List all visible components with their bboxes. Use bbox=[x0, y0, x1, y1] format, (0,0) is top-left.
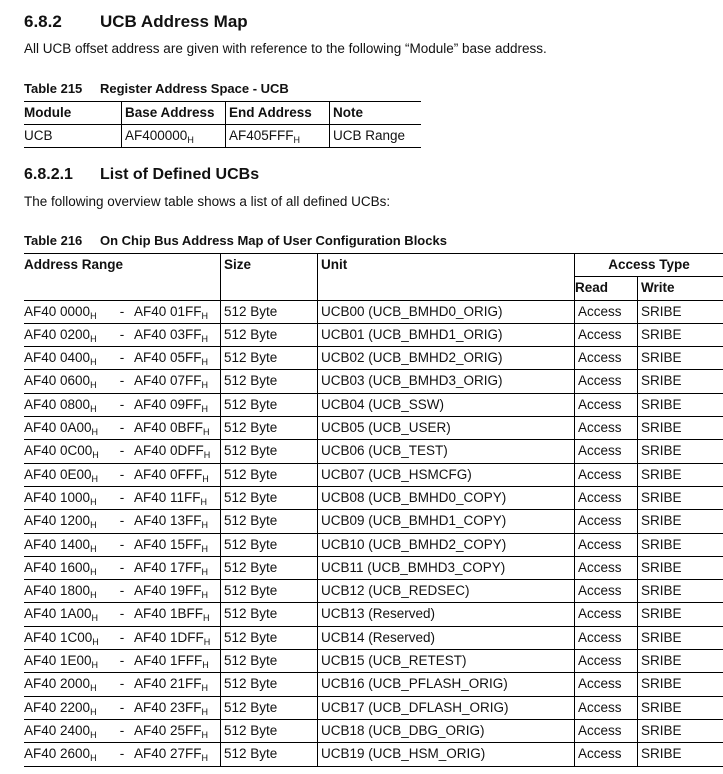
header-module: Module bbox=[24, 105, 72, 120]
note-cell: UCB Range bbox=[330, 125, 422, 148]
unit-cell: UCB14 (Reserved) bbox=[318, 626, 575, 649]
size-cell: 512 Byte bbox=[221, 440, 318, 463]
size-cell: 512 Byte bbox=[221, 393, 318, 416]
section-intro: All UCB offset address are given with reference to the following “Module” base address. bbox=[24, 41, 547, 56]
read-cell: Access bbox=[575, 650, 638, 673]
unit-cell: UCB18 (UCB_DBG_ORIG) bbox=[318, 719, 575, 742]
address-range-cell: AF40 $1600_H - AF40$ $17FF_H$ bbox=[24, 559, 209, 577]
read-cell: Access bbox=[575, 696, 638, 719]
size-cell: 512 Byte bbox=[221, 533, 318, 556]
read-cell: Access bbox=[575, 323, 638, 346]
address-range-cell: AF40 $1800_H - AF40$ $19FF_H$ bbox=[24, 583, 209, 601]
address-range-cell: AF40 $0800_H - AF40$ $09FF_H$ bbox=[24, 396, 209, 414]
end-address-cell: $AF405FFF_H$ bbox=[226, 125, 330, 148]
write-cell: SRIBE bbox=[638, 556, 723, 579]
unit-cell: UCB08 (UCB_BMHD0_COPY) bbox=[318, 486, 575, 509]
base-address-cell: $AF400000_H$ bbox=[122, 125, 226, 148]
address-range-cell: AF40 $1400_H - AF40$ $15FF_H$ bbox=[24, 536, 209, 554]
unit-cell: UCB11 (UCB_BMHD3_COPY) bbox=[318, 556, 575, 579]
write-cell: SRIBE bbox=[638, 463, 723, 486]
register-address-space-table bbox=[24, 101, 421, 148]
section-heading: 6.8.2 UCB Address Map bbox=[24, 12, 248, 31]
write-cell: SRIBE bbox=[638, 743, 723, 766]
size-cell: 512 Byte bbox=[221, 580, 318, 603]
header-address-range: Address Range bbox=[24, 257, 124, 272]
unit-cell: UCB04 (UCB_SSW) bbox=[318, 393, 575, 416]
table-row bbox=[24, 650, 723, 673]
unit-cell: UCB06 (UCB_TEST) bbox=[318, 440, 575, 463]
read-cell: Access bbox=[575, 347, 638, 370]
write-cell: SRIBE bbox=[638, 300, 723, 323]
read-cell: Access bbox=[575, 463, 638, 486]
size-cell: 512 Byte bbox=[221, 347, 318, 370]
read-cell: Access bbox=[575, 486, 638, 509]
write-cell: SRIBE bbox=[638, 393, 723, 416]
size-cell: 512 Byte bbox=[221, 673, 318, 696]
table-row bbox=[24, 463, 723, 486]
table-row bbox=[24, 626, 723, 649]
read-cell: Access bbox=[575, 603, 638, 626]
address-range-cell: AF40 $0600_H - AF40$ $07FF_H$ bbox=[24, 373, 209, 391]
write-cell: SRIBE bbox=[638, 440, 723, 463]
table-row bbox=[24, 673, 723, 696]
size-cell: 512 Byte bbox=[221, 300, 318, 323]
header-size: Size bbox=[221, 254, 318, 301]
read-cell: Access bbox=[575, 556, 638, 579]
address-range-cell: AF40 $0400_H - AF40$ $05FF_H$ bbox=[24, 350, 209, 368]
size-cell: 512 Byte bbox=[221, 603, 318, 626]
size-cell: 512 Byte bbox=[221, 370, 318, 393]
subsection-intro: The following overview table shows a list of all defined UCBs: bbox=[24, 194, 391, 209]
write-cell: SRIBE bbox=[638, 486, 723, 509]
read-cell: Access bbox=[575, 370, 638, 393]
header-note: Note bbox=[330, 102, 422, 125]
address-range-cell: AF40 $1A00_H - AF40$ $1BFF_H$ bbox=[24, 606, 210, 624]
unit-cell: UCB15 (UCB_RETEST) bbox=[318, 650, 575, 673]
address-range-cell: AF40 $0200_H - AF40$ $03FF_H$ bbox=[24, 326, 209, 344]
address-range-cell: AF40 $1200_H - AF40$ $13FF_H$ bbox=[24, 513, 209, 531]
table-216-caption: Table 216 On Chip Bus Address Map of User Configuration Blocks bbox=[24, 233, 447, 248]
read-cell: Access bbox=[575, 300, 638, 323]
table-row bbox=[24, 125, 421, 148]
size-cell: 512 Byte bbox=[221, 417, 318, 440]
table-row bbox=[24, 370, 723, 393]
address-range-cell: AF40 $0000_H - AF40$ $01FF_H$ bbox=[24, 303, 209, 321]
unit-cell: UCB12 (UCB_REDSEC) bbox=[318, 580, 575, 603]
address-range-cell: AF40 $2200_H - AF40$ $23FF_H$ bbox=[24, 699, 209, 717]
table-row bbox=[24, 486, 723, 509]
write-cell: SRIBE bbox=[638, 626, 723, 649]
read-cell: Access bbox=[575, 417, 638, 440]
unit-cell: UCB16 (UCB_PFLASH_ORIG) bbox=[318, 673, 575, 696]
size-cell: 512 Byte bbox=[221, 743, 318, 766]
unit-cell: UCB13 (Reserved) bbox=[318, 603, 575, 626]
unit-cell: UCB17 (UCB_DFLASH_ORIG) bbox=[318, 696, 575, 719]
address-range-cell: AF40 $0C00_H - AF40$ $0DFF_H$ bbox=[24, 443, 211, 461]
read-cell: Access bbox=[575, 673, 638, 696]
table-row bbox=[24, 719, 723, 742]
table-header-row bbox=[24, 102, 421, 125]
header-end-address: End Address bbox=[226, 102, 330, 125]
table-row bbox=[24, 533, 723, 556]
read-cell: Access bbox=[575, 580, 638, 603]
read-cell: Access bbox=[575, 510, 638, 533]
unit-cell: UCB05 (UCB_USER) bbox=[318, 417, 575, 440]
table-215-caption: Table 215 Register Address Space - UCB bbox=[24, 81, 289, 96]
unit-cell: UCB02 (UCB_BMHD2_ORIG) bbox=[318, 347, 575, 370]
unit-cell: UCB09 (UCB_BMHD1_COPY) bbox=[318, 510, 575, 533]
unit-cell: UCB03 (UCB_BMHD3_ORIG) bbox=[318, 370, 575, 393]
table-row bbox=[24, 347, 723, 370]
header-unit: Unit bbox=[318, 254, 575, 301]
address-range-cell: AF40 $1E00_H - AF40$ $1FFF_H$ bbox=[24, 653, 209, 671]
size-cell: 512 Byte bbox=[221, 510, 318, 533]
size-cell: 512 Byte bbox=[221, 626, 318, 649]
table-row bbox=[24, 440, 723, 463]
unit-cell: UCB07 (UCB_HSMCFG) bbox=[318, 463, 575, 486]
address-range-cell: AF40 $0A00_H - AF40$ $0BFF_H$ bbox=[24, 420, 210, 438]
table-row bbox=[24, 580, 723, 603]
size-cell: 512 Byte bbox=[221, 696, 318, 719]
write-cell: SRIBE bbox=[638, 510, 723, 533]
table-row bbox=[24, 323, 723, 346]
read-cell: Access bbox=[575, 533, 638, 556]
table-row bbox=[24, 556, 723, 579]
header-write: Write bbox=[638, 277, 723, 300]
module-cell: UCB bbox=[24, 128, 53, 143]
table-row bbox=[24, 417, 723, 440]
write-cell: SRIBE bbox=[638, 417, 723, 440]
unit-cell: UCB10 (UCB_BMHD2_COPY) bbox=[318, 533, 575, 556]
ucb-address-map-table bbox=[24, 253, 723, 767]
table-row bbox=[24, 300, 723, 323]
table-row bbox=[24, 510, 723, 533]
read-cell: Access bbox=[575, 393, 638, 416]
address-range-cell: AF40 $2000_H - AF40$ $21FF_H$ bbox=[24, 676, 209, 694]
unit-cell: UCB19 (UCB_HSM_ORIG) bbox=[318, 743, 575, 766]
header-read: Read bbox=[575, 277, 638, 300]
write-cell: SRIBE bbox=[638, 347, 723, 370]
address-range-cell: AF40 $1000_H - AF40$ $11FF_H$ bbox=[24, 489, 208, 507]
size-cell: 512 Byte bbox=[221, 486, 318, 509]
unit-cell: UCB01 (UCB_BMHD1_ORIG) bbox=[318, 323, 575, 346]
write-cell: SRIBE bbox=[638, 580, 723, 603]
size-cell: 512 Byte bbox=[221, 556, 318, 579]
size-cell: 512 Byte bbox=[221, 719, 318, 742]
address-range-cell: AF40 $0E00_H - AF40$ $0FFF_H$ bbox=[24, 466, 209, 484]
read-cell: Access bbox=[575, 719, 638, 742]
write-cell: SRIBE bbox=[638, 370, 723, 393]
write-cell: SRIBE bbox=[638, 673, 723, 696]
write-cell: SRIBE bbox=[638, 323, 723, 346]
header-base-address: Base Address bbox=[122, 102, 226, 125]
table-row bbox=[24, 743, 723, 766]
address-range-cell: AF40 $2400_H - AF40$ $25FF_H$ bbox=[24, 722, 209, 740]
write-cell: SRIBE bbox=[638, 650, 723, 673]
address-range-cell: AF40 $1C00_H - AF40$ $1DFF_H$ bbox=[24, 629, 211, 647]
unit-cell: UCB00 (UCB_BMHD0_ORIG) bbox=[318, 300, 575, 323]
read-cell: Access bbox=[575, 743, 638, 766]
address-range-cell: AF40 $2600_H - AF40$ $27FF_H$ bbox=[24, 746, 209, 764]
write-cell: SRIBE bbox=[638, 603, 723, 626]
write-cell: SRIBE bbox=[638, 719, 723, 742]
header-access-type: Access Type bbox=[575, 254, 723, 277]
table-header-row bbox=[24, 254, 723, 277]
size-cell: 512 Byte bbox=[221, 463, 318, 486]
size-cell: 512 Byte bbox=[221, 323, 318, 346]
subsection-heading: 6.8.2.1 List of Defined UCBs bbox=[24, 166, 260, 183]
table-row bbox=[24, 603, 723, 626]
size-cell: 512 Byte bbox=[221, 650, 318, 673]
table-row bbox=[24, 393, 723, 416]
table-row bbox=[24, 696, 723, 719]
read-cell: Access bbox=[575, 626, 638, 649]
write-cell: SRIBE bbox=[638, 696, 723, 719]
write-cell: SRIBE bbox=[638, 533, 723, 556]
read-cell: Access bbox=[575, 440, 638, 463]
